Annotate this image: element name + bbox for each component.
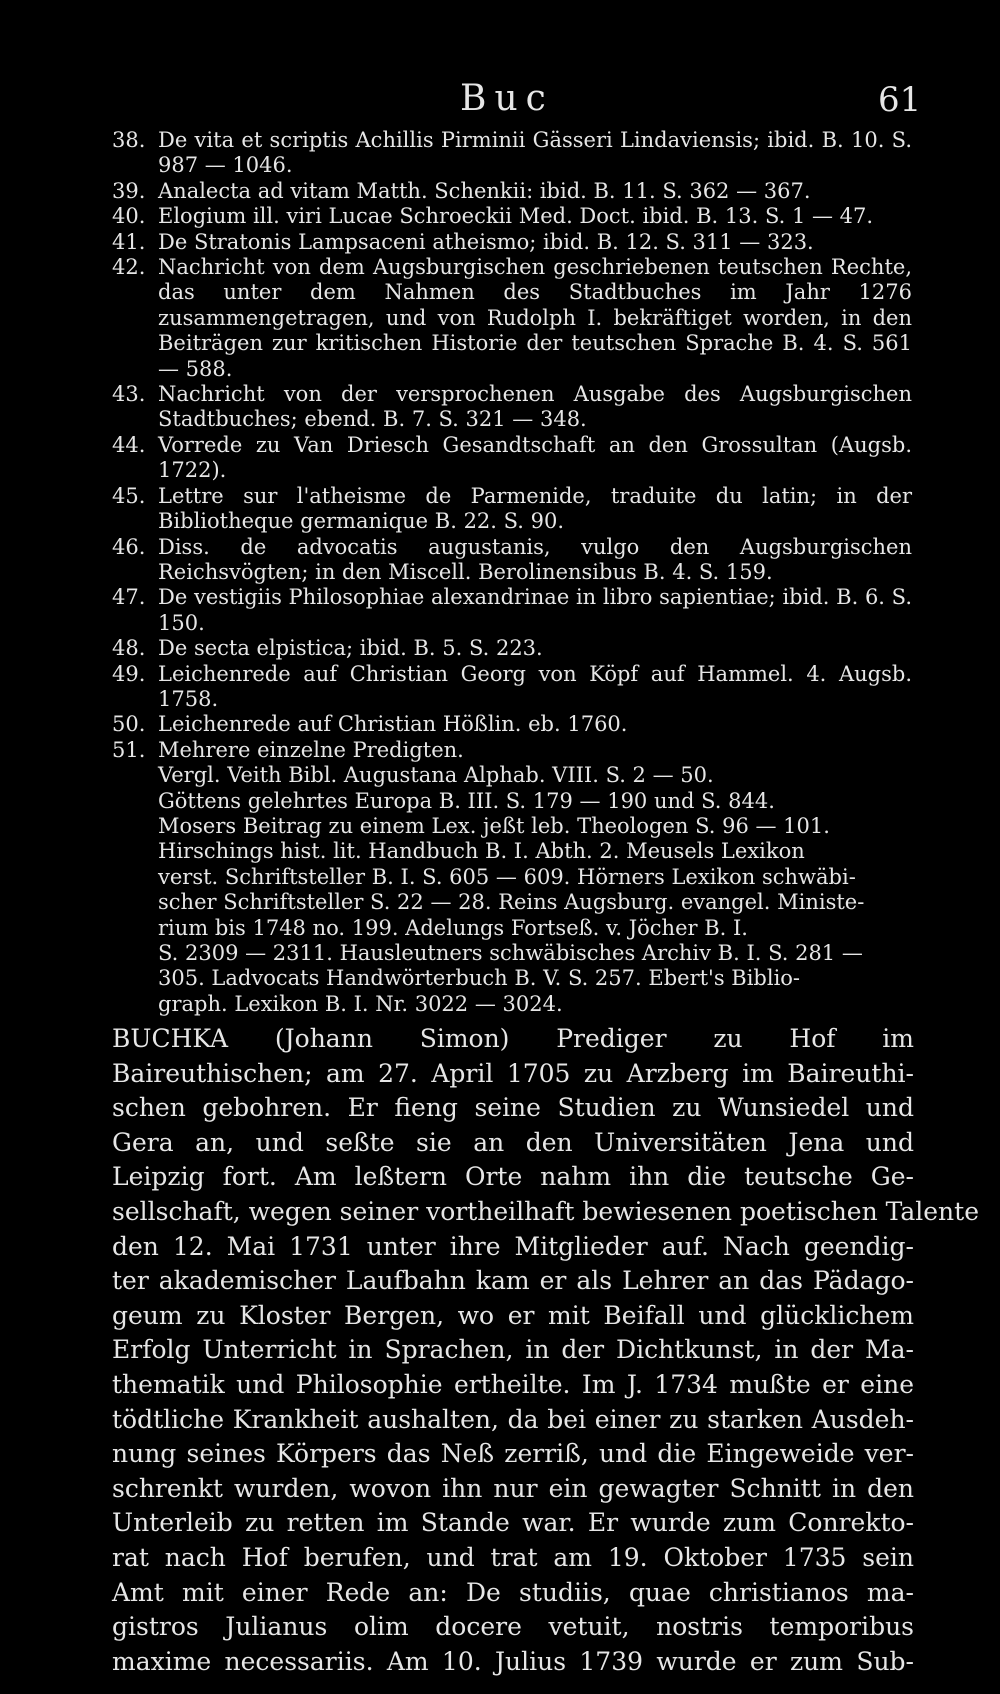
entry-text: De Stratonis Lampsaceni atheismo; ibid. B. 12. S. 311 — 323. xyxy=(158,229,814,254)
reference-line: Göttens gelehrtes Europa B. III. S. 179 — 190 und S. 844. xyxy=(158,788,775,813)
bibliography-list xyxy=(112,128,912,1017)
list-item xyxy=(112,535,912,586)
list-item xyxy=(112,382,912,433)
entry-number: 49. xyxy=(112,661,146,686)
biography-line: BUCHKA (Johann Simon) Prediger zu Hof im xyxy=(112,1024,914,1053)
biography-line: Unterleib zu retten im Stande war. Er wurde zum Conrekto- xyxy=(112,1508,914,1538)
entry-number: 40. xyxy=(112,204,146,229)
biography-line: thematik und Philosophie ertheilte. Im J. 1734 mußte er eine xyxy=(112,1369,914,1399)
biography-line: Amt mit einer Rede an: De studiis, quae christianos ma- xyxy=(112,1577,914,1607)
list-item xyxy=(112,230,912,255)
entry-number: 44. xyxy=(112,432,146,457)
running-head xyxy=(0,78,1000,118)
running-title: Buc xyxy=(460,78,554,119)
reference-line: Mosers Beitrag zu einem Lex. jeßt leb. Theologen S. 96 — 101. xyxy=(158,813,830,838)
entry-text: De secta elpistica; ibid. B. 5. S. 223. xyxy=(158,636,543,661)
entry-number: 47. xyxy=(112,585,146,610)
entry-text: Vorrede zu Van Driesch Gesandtschaft an den Grossultan (Augsb. 1722). xyxy=(158,432,912,483)
reference-line: Vergl. Veith Bibl. Augustana Alphab. VIII. S. 2 — 50. xyxy=(158,763,714,788)
list-item xyxy=(112,585,912,636)
list-item xyxy=(112,255,912,382)
entry-text: De vestigiis Philosophiae alexandrinae in libro sapientiae; ibid. B. 6. S. 150. xyxy=(158,585,912,635)
entry-number: 48. xyxy=(112,636,146,661)
entry-text: Nachricht von der versprochenen Ausgabe des Augsburgischen Stadtbuches; ebend. B. 7. S. 321 — 348. xyxy=(158,382,912,432)
entry-text: Mehrere einzelne Predigten. xyxy=(158,737,464,762)
entry-number: 45. xyxy=(112,483,146,508)
entry-number: 43. xyxy=(112,382,146,407)
entry-text: De vita et scriptis Achillis Pirminii Gässeri Lindaviensis; ibid. B. 10. S. 987 — 1046. xyxy=(158,128,912,178)
biography-line: Erfolg Unterricht in Sprachen, in der Dichtkunst, in der Ma- xyxy=(112,1335,914,1365)
reference-line: Hirschings hist. lit. Handbuch B. I. Abth. 2. Meusels Lexikon xyxy=(158,839,805,864)
biography-line: den 12. Mai 1731 unter ihre Mitglieder auf. Nach geendig- xyxy=(112,1231,914,1261)
entry-text: Analecta ad vitam Matth. Schenkii: ibid. B. 11. S. 362 — 367. xyxy=(158,178,811,203)
page-number: 61 xyxy=(878,80,922,120)
list-item xyxy=(112,179,912,204)
list-item xyxy=(112,662,912,713)
list-item xyxy=(112,204,912,229)
biography-line: maxime necessariis. Am 10. Julius 1739 wurde er zum Sub- xyxy=(112,1646,914,1676)
list-item xyxy=(112,712,912,737)
reference-line: scher Schriftsteller S. 22 — 28. Reins Augsburg. evangel. Ministe- xyxy=(158,890,865,915)
entry-number: 50. xyxy=(112,712,146,737)
entry-number: 38. xyxy=(112,128,146,152)
entry-text: Lettre sur l'atheisme de Parmenide, traduite du latin; in der Bibliotheque germanique B. 22. S. 90. xyxy=(158,483,912,534)
biography-line: schen gebohren. Er fieng seine Studien zu Wunsiedel und xyxy=(112,1093,914,1123)
biography-line: tödtliche Krankheit aushalten, da bei einer zu starken Ausdeh- xyxy=(112,1404,914,1434)
references-block xyxy=(158,763,912,1017)
biography-line: sellschaft, wegen seiner vortheilhaft bewiesenen poetischen Talente xyxy=(112,1196,980,1226)
biography-line: rat nach Hof berufen, und trat am 19. Oktober 1735 sein xyxy=(112,1542,914,1572)
list-item xyxy=(112,484,912,535)
entry-text: Nachricht von dem Augsburgischen geschriebenen teutschen Rechte, das unter dem Nahmen des Stadtbuches im Jahr 1276 zusammengetragen, und von Rudolph I. bekräftiget worden, in den Beiträgen zur kritischen Historie der teutschen Sprache B. 4. S. 561 — 588. xyxy=(158,255,912,381)
entry-number: 42. xyxy=(112,255,146,280)
list-item xyxy=(112,433,912,484)
biography-line: gistros Julianus olim docere vetuit, nostris temporibus xyxy=(112,1612,914,1642)
entry-number: 46. xyxy=(112,534,146,559)
entry-number: 39. xyxy=(112,178,146,203)
entry-number: 51. xyxy=(112,737,146,762)
reference-line: rium bis 1748 no. 199. Adelungs Fortseß. v. Jöcher B. I. xyxy=(158,915,748,940)
entry-number: 41. xyxy=(112,229,146,254)
list-item xyxy=(112,738,912,763)
entry-text: Elogium ill. viri Lucae Schroeckii Med. Doct. ibid. B. 13. S. 1 — 47. xyxy=(158,204,874,229)
entry-text: Leichenrede auf Christian Georg von Köpf auf Hammel. 4. Augsb. 1758. xyxy=(158,661,912,711)
biography-line: nung seines Körpers das Neß zerriß, und die Eingeweide ver- xyxy=(112,1439,914,1469)
biography-line: Gera an, und seßte sie an den Universitäten Jena und xyxy=(112,1127,914,1157)
biography-line: Leipzig fort. Am leßtern Orte nahm ihn die teutsche Ge- xyxy=(112,1162,914,1192)
biography-line: ter akademischer Laufbahn kam er als Lehrer an das Pädago- xyxy=(112,1266,914,1296)
list-item xyxy=(112,128,912,179)
reference-line: 305. Ladvocats Handwörterbuch B. V. S. 257. Ebert's Biblio- xyxy=(158,966,801,991)
list-item xyxy=(112,636,912,661)
reference-line: graph. Lexikon B. I. Nr. 3022 — 3024. xyxy=(158,991,563,1016)
entry-text: Diss. de advocatis augustanis, vulgo den Augsburgischen Reichsvögten; in den Miscell. Berolinensibus B. 4. S. 159. xyxy=(158,534,912,584)
reference-line: verst. Schriftsteller B. I. S. 605 — 609. Hörners Lexikon schwäbi- xyxy=(158,864,856,889)
biography-line: Baireuthischen; am 27. April 1705 zu Arzberg im Baireuthi- xyxy=(112,1058,914,1088)
biography-entry xyxy=(112,1022,980,1679)
entry-text: Leichenrede auf Christian Hößlin. eb. 1760. xyxy=(158,712,628,737)
biography-line: schrenkt wurden, wovon ihn nur ein gewagter Schnitt in den xyxy=(112,1473,914,1503)
biography-line: geum zu Kloster Bergen, wo er mit Beifall und glücklichem xyxy=(112,1300,914,1330)
reference-line: S. 2309 — 2311. Hausleutners schwäbisches Archiv B. I. S. 281 — xyxy=(158,941,863,965)
